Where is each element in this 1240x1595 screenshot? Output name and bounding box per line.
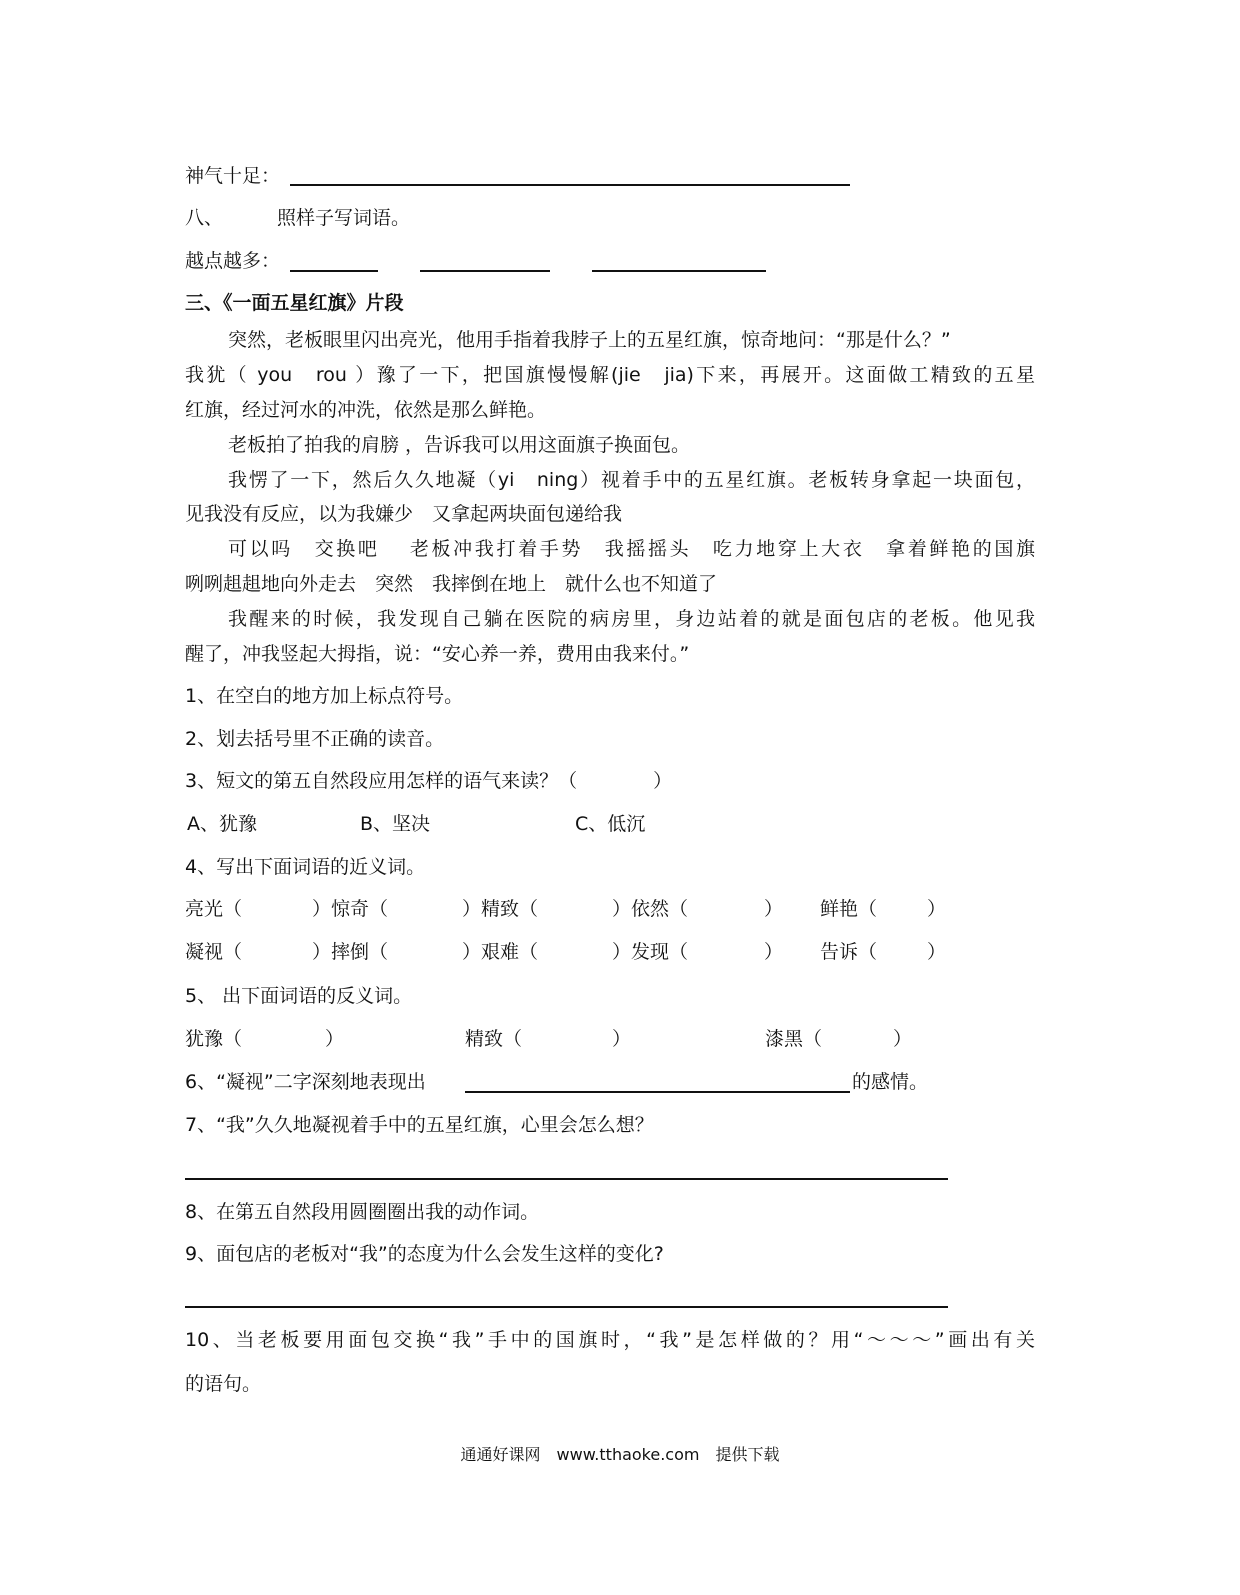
question-3: 3、短文的第五自然段应用怎样的语气来读？（ ） (185, 770, 673, 792)
antonym-item: ） (893, 1028, 913, 1050)
answer-line (420, 270, 550, 272)
synonym-item: ） (927, 941, 947, 963)
antonym-item: 漆黑（ (765, 1028, 823, 1050)
passage-line: 红旗，经过河水的冲洗，依然是那么鲜艳。 (185, 399, 547, 421)
passage-line: 突然，老板眼里闪出亮光，他用手指着我脖子上的五星红旗，惊奇地问：“那是什么？” (228, 329, 951, 351)
passage-line: 见我没有反应，以为我嫌少 又拿起两块面包递给我 (185, 503, 623, 525)
answer-line (465, 1091, 850, 1093)
antonym-item: 犹豫（ (185, 1028, 243, 1050)
question-6: 6、“凝视”二字深刻地表现出 (185, 1071, 426, 1093)
synonym-item: 告诉（ (820, 941, 878, 963)
antonym-item: ） (325, 1028, 345, 1050)
passage-line: 我愣了一下，然后久久地凝（yi ning）视着手中的五星红旗。老板转身拿起一块面包， (228, 469, 1035, 491)
answer-line (290, 184, 850, 186)
question-10: 10、当老板要用面包交换“我”手中的国旗时，“我”是怎样做的？用“～～～”画出有关 (185, 1329, 1035, 1351)
question-1: 1、在空白的地方加上标点符号。 (185, 685, 464, 707)
antonym-item: 精致（ (465, 1028, 523, 1050)
section-number: 八、 (185, 207, 224, 229)
passage-line: 我犹（ you rou ）豫了一下，把国旗慢慢解(jie jia)下来，再展开。这面做工精致的五星 (185, 364, 1035, 386)
answer-line (290, 270, 378, 272)
synonym-item: ）发现（ (612, 941, 689, 963)
synonym-item: ）惊奇（ (312, 898, 389, 920)
passage-line: 可以吗 交换吧 老板冲我打着手势 我摇摇头 吃力地穿上大衣 拿着鲜艳的国旗 (228, 538, 1035, 560)
synonym-item: 鲜艳（ (820, 898, 878, 920)
synonym-item: ）精致（ (462, 898, 539, 920)
yue-label: 越点越多： (185, 250, 281, 272)
passage-line: 醒了，冲我竖起大拇指，说：“安心养一养，费用由我来付。” (185, 643, 690, 665)
footer: 通通好课网 www.tthaoke.com 提供下载 (460, 1445, 780, 1464)
option-b: B、坚决 (360, 813, 431, 835)
passage-line: 老板拍了拍我的肩膀 ，告诉我可以用这面旗子换面包。 (228, 434, 691, 456)
answer-line (592, 270, 766, 272)
question-5: 5、 出下面词语的反义词。 (185, 985, 413, 1007)
antonym-item: ） (612, 1028, 632, 1050)
shenqi-label: 神气十足： (185, 165, 281, 187)
synonym-item: ）摔倒（ (312, 941, 389, 963)
option-a: A、犹豫 (187, 813, 257, 835)
question-7: 7、“我”久久地凝视着手中的五星红旗，心里会怎么想？ (185, 1114, 654, 1136)
synonym-item: ） (927, 898, 947, 920)
question-9: 9、面包店的老板对“我”的态度为什么会发生这样的变化? (185, 1243, 664, 1265)
passage-heading: 三、《一面五星红旗》片段 (185, 292, 404, 314)
question-6-end: 的感情。 (852, 1071, 929, 1093)
answer-line (185, 1178, 948, 1180)
passage-line: 咧咧趄趄地向外走去 突然 我摔倒在地上 就什么也不知道了 (185, 573, 718, 595)
section-title: 照样子写词语。 (277, 207, 411, 229)
question-4: 4、写出下面词语的近义词。 (185, 856, 426, 878)
passage-line: 我醒来的时候，我发现自己躺在医院的病房里，身边站着的就是面包店的老板。他见我 (228, 608, 1035, 630)
synonym-item: ） (764, 898, 784, 920)
option-c: C、低沉 (575, 813, 646, 835)
answer-line (185, 1306, 948, 1308)
synonym-item: ）艰难（ (462, 941, 539, 963)
synonym-item: 凝视（ (185, 941, 243, 963)
question-2: 2、划去括号里不正确的读音。 (185, 728, 445, 750)
synonym-item: 亮光（ (185, 898, 243, 920)
question-10-cont: 的语句。 (185, 1373, 262, 1395)
synonym-item: ）依然（ (612, 898, 689, 920)
question-8: 8、在第五自然段用圆圈圈出我的动作词。 (185, 1201, 540, 1223)
synonym-item: ） (764, 941, 784, 963)
